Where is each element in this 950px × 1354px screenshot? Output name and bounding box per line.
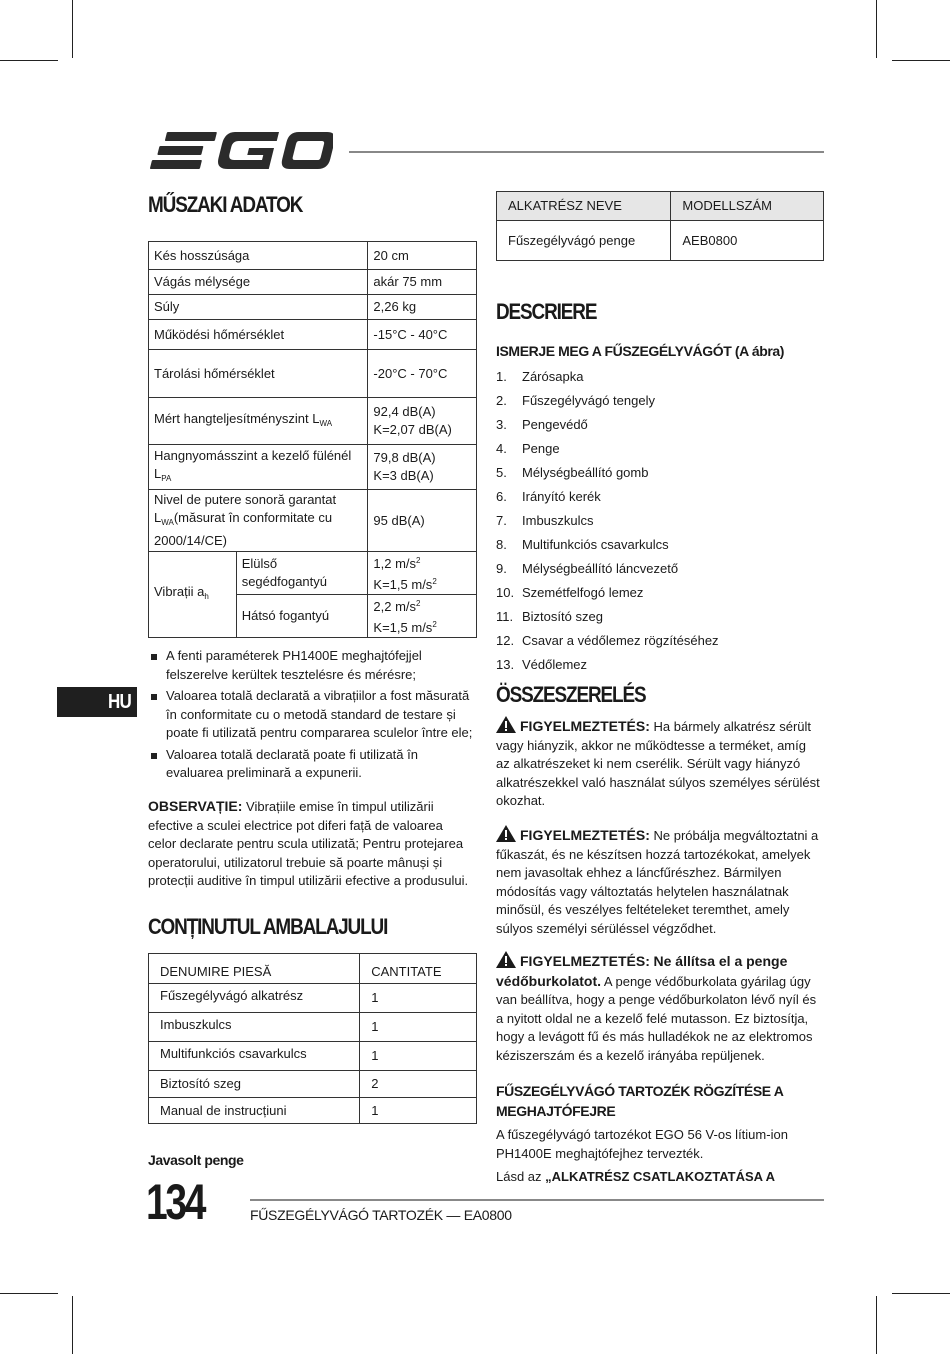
warning-label: FIGYELMEZTETÉS: (520, 953, 650, 969)
spec-value-text: 1,2 m/s (373, 556, 417, 571)
crop-mark (0, 60, 58, 61)
item-number: 6. (496, 489, 507, 504)
spec-value (368, 595, 477, 638)
spec-label-text: Hangnyomásszint a kezelő fülénél L (154, 447, 352, 481)
part-name: Manual de instrucțiuni (149, 1098, 360, 1124)
header-rule (349, 151, 824, 153)
part-name: Biztosító szeg (149, 1071, 360, 1098)
item-number: 8. (496, 537, 507, 552)
attach-text: A fűszegélyvágó tartozékot EGO 56 V-os lítium-ion PH1400E meghajtófejhez tervezték. (496, 1127, 788, 1161)
item-number: 1. (496, 369, 507, 384)
table-row (149, 1013, 477, 1042)
spec-notes (148, 647, 478, 786)
spec-value-text: K=1,5 m/s (373, 577, 433, 592)
list-item (496, 392, 826, 416)
list-item (496, 584, 826, 608)
list-item (496, 416, 826, 440)
crop-mark (892, 1293, 950, 1294)
list-item (496, 512, 826, 536)
part-name: Imbuszkulcs (149, 1013, 360, 1042)
spec-value (368, 398, 477, 445)
list-item (496, 488, 826, 512)
item-text: Imbuszkulcs (522, 513, 594, 528)
item-text: Biztosító szeg (522, 609, 603, 624)
column-header: CANTITATE (360, 954, 477, 984)
item-number: 11. (496, 609, 514, 624)
description-title: DESCRIERE (496, 299, 597, 324)
see-bold: „ALKATRÉSZ CSATLAKOZTATÁSA A (545, 1169, 776, 1184)
item-text: Szemétfelfogó lemez (522, 585, 644, 600)
column-header: DENUMIRE PIESĂ (149, 954, 360, 984)
spec-value-line (373, 552, 471, 573)
spec-value: akár 75 mm (368, 270, 477, 295)
spec-value-exp: 2 (432, 577, 437, 586)
spec-value-text: 2,2 m/s (373, 599, 417, 614)
column-header: MODELLSZÁM (671, 192, 824, 221)
spec-value-exp: 2 (432, 620, 437, 629)
item-text: Irányító kerék (522, 489, 601, 504)
spec-label: Súly (149, 295, 368, 320)
table-row (149, 1071, 477, 1098)
item-number: 4. (496, 441, 507, 456)
list-item: Valoarea totală declarată poate fi utilizată în evaluarea preliminară a expunerii. (148, 746, 478, 783)
language-tab (57, 687, 137, 717)
item-text: Penge (522, 441, 560, 456)
crop-mark (0, 1293, 58, 1294)
page-number: 134 (146, 1174, 205, 1230)
crop-mark (876, 1296, 877, 1354)
footer-rule (250, 1199, 824, 1201)
language-tab-label: HU (108, 690, 131, 713)
warning-block (496, 951, 822, 1065)
spec-label-sub: WA (161, 518, 174, 527)
part-qty: 1 (360, 984, 477, 1013)
part-model: AEB0800 (671, 221, 824, 261)
item-text: Fűszegélyvágó tengely (522, 393, 655, 408)
spec-row-sound-power (149, 398, 477, 445)
part-qty: 1 (360, 1098, 477, 1124)
item-text: Védőlemez (522, 657, 588, 672)
spec-label-line: 2000/14/CE) (154, 533, 227, 548)
spec-sublabel: Hátsó fogantyú (236, 595, 368, 638)
table-header (497, 192, 824, 221)
spec-label (149, 445, 368, 490)
crop-mark (892, 60, 950, 61)
warning-text: Ha bármely alkatrész sérült vagy hiányzik, akkor ne működtesse a terméket, amíg az alkatrészeket ki nem cserélik. Sérült vagy hiányzó alkatrészekkel való használat súlyos személyes sérülést okozhat. (496, 719, 820, 808)
table-row (497, 221, 824, 261)
spec-value-text: K=1,5 m/s (373, 620, 433, 635)
part-qty: 1 (360, 1042, 477, 1071)
table-header (149, 954, 477, 984)
spec-value (368, 445, 477, 490)
package-title: CONȚINUTUL AMBALAJULUI (148, 914, 388, 939)
item-number: 9. (496, 561, 507, 576)
spec-label-sub: h (204, 592, 209, 601)
spec-value-line: 79,8 dB(A) (373, 450, 436, 465)
ego-logo-graphic (148, 128, 333, 174)
spec-value-line (373, 595, 471, 616)
item-text: Csavar a védőlemez rögzítéséhez (522, 633, 719, 648)
crop-mark (876, 0, 877, 58)
spec-value-line: 92,4 dB(A) (373, 404, 436, 419)
item-number: 5. (496, 465, 507, 480)
item-text: Pengevédő (522, 417, 588, 432)
attach-title-line: MEGHAJTÓFEJRE (496, 1103, 616, 1119)
list-item (496, 536, 826, 560)
spec-label: Tárolási hőmérséklet (149, 350, 368, 398)
spec-row (149, 270, 477, 295)
package-table (148, 953, 477, 1124)
spec-label-vibration (149, 552, 237, 638)
spec-value: 20 cm (368, 242, 477, 270)
part-name: Multifunkciós csavarkulcs (149, 1042, 360, 1071)
spec-label-text: L (154, 510, 162, 525)
warning-bold-text: Ne állítsa el a penge védőburkolatot. (496, 953, 788, 989)
spec-value-k: K=3 dB(A) (373, 468, 434, 483)
spec-row-vibration-front (149, 552, 477, 595)
warning-label: FIGYELMEZTETÉS: (520, 718, 650, 734)
spec-label-sub: PA (161, 473, 172, 483)
table-row (149, 1098, 477, 1124)
item-number: 10. (496, 585, 515, 600)
warning-label: FIGYELMEZTETÉS: (520, 827, 650, 843)
warning-icon (496, 825, 516, 842)
observation-paragraph (148, 797, 474, 891)
warning-block (496, 825, 822, 938)
specs-title: MŰSZAKI ADATOK (148, 192, 303, 217)
spec-label-text: Vibrații a (154, 584, 205, 599)
part-name: Fűszegélyvágó alkatrész (149, 984, 360, 1013)
spec-label: Kés hosszúsága (149, 242, 368, 270)
attach-title (496, 1081, 826, 1121)
spec-label (149, 398, 368, 445)
parts-list (496, 368, 826, 680)
spec-value: 95 dB(A) (368, 490, 477, 552)
spec-value (368, 552, 477, 595)
list-item: Valoarea totală declarată a vibrațiilor a fost măsurată în conformitate cu o metodă standard de testare și poate fi utilizată pentru compararea sculelor între ele; (148, 687, 478, 743)
part-qty: 1 (360, 1013, 477, 1042)
parts-table (496, 191, 824, 261)
table-row (149, 984, 477, 1013)
list-item (496, 560, 826, 584)
spec-value-k: K=2,07 dB(A) (373, 422, 452, 437)
spec-label: Vágás mélysége (149, 270, 368, 295)
spec-row (149, 320, 477, 350)
spec-value-exp: 2 (416, 599, 421, 608)
observation-label: OBSERVAȚIE: (148, 798, 243, 814)
spec-label: Működési hőmérséklet (149, 320, 368, 350)
item-number: 13. (496, 657, 515, 672)
list-item: A fenti paraméterek PH1400E meghajtófejjel felszerelve kerültek tesztelésre és mérésre; (148, 647, 478, 684)
warning-block (496, 716, 822, 811)
item-number: 3. (496, 417, 507, 432)
spec-value-exp: 2 (416, 556, 421, 565)
item-text: Zárósapka (522, 369, 584, 384)
part-qty: 2 (360, 1071, 477, 1098)
item-text: Mélységbeállító láncvezető (522, 561, 679, 576)
list-item (496, 464, 826, 488)
table-row (149, 1042, 477, 1071)
crop-mark (72, 1296, 73, 1354)
recommended-blade-title: Javasolt penge (148, 1152, 244, 1168)
warning-icon (496, 716, 516, 733)
spec-value-k (373, 573, 471, 594)
see-reference (496, 1168, 826, 1187)
spec-row (149, 242, 477, 270)
spec-value-k (373, 616, 471, 637)
list-item (496, 368, 826, 392)
spec-value: -20°C - 70°C (368, 350, 477, 398)
assembly-title: ÖSSZESZERELÉS (496, 682, 646, 707)
spec-label-line: Nivel de putere sonoră garantat (154, 492, 337, 507)
list-item (496, 608, 826, 632)
observation-text: Vibrațiile emise în timpul utilizării efective a sculei electrice pot diferi față de valoarea celor declarate pentru scula utilizată; Pentru protejarea operatorului, utilizatorul trebuie să poarte mânuși și protecții auditive în timpul utilizării efective a produsului. (148, 799, 469, 888)
description-subtitle: ISMERJE MEG A FŰSZEGÉLYVÁGÓT (A ábra) (496, 343, 785, 359)
specs-table (148, 241, 477, 638)
part-name: Fűszegélyvágó penge (497, 221, 671, 261)
spec-row (149, 350, 477, 398)
list-item (496, 440, 826, 464)
item-number: 7. (496, 513, 507, 528)
column-header: ALKATRÉSZ NEVE (497, 192, 671, 221)
item-number: 2. (496, 393, 507, 408)
crop-mark (72, 0, 73, 58)
attach-title-line: FŰSZEGÉLYVÁGÓ TARTOZÉK RÖGZÍTÉSE A (496, 1083, 784, 1099)
spec-label-text: Mért hangteljesítményszint L (154, 410, 320, 426)
item-number: 12. (496, 633, 515, 648)
spec-label-text: (măsurat în conformitate cu (173, 510, 333, 525)
spec-label (149, 490, 368, 552)
spec-label-sub: WA (319, 418, 333, 428)
list-item (496, 632, 826, 656)
warning-text: A penge védőburkolata gyárilag úgy van beállítva, hogy a penge védőburkolaton lévő nyíl és a nyitott oldal ne a kezelő felé mutasson. Ez biztosítja, hogy a levágott fű és más hulladékok ne az elektromos kéziszerszám és a kezelő irányába repüljenek. (496, 973, 817, 1063)
warning-text: Ne próbálja megváltoztatni a fűkaszát, és ne készítsen hozzá tartozékokat, amelyek nem javasoltak ehhez a láncfűrészhez. Bármilyen módosítás vagy változtatás helytelen használatnak minősül, és veszélyes feltételeket teremthet, amely súlyos személyi sérüléssel végződhet. (496, 828, 819, 936)
item-text: Multifunkciós csavarkulcs (522, 537, 669, 552)
list-item (496, 656, 826, 680)
ego-logo (148, 128, 333, 174)
footer-product: FŰSZEGÉLYVÁGÓ TARTOZÉK — EA0800 (250, 1207, 512, 1223)
see-prefix: Lásd az (496, 1169, 542, 1184)
spec-label-line (154, 509, 362, 532)
spec-value: 2,26 kg (368, 295, 477, 320)
warning-icon (496, 951, 516, 968)
spec-row (149, 295, 477, 320)
spec-row-sound-pressure (149, 445, 477, 490)
spec-value: -15°C - 40°C (368, 320, 477, 350)
spec-row-guaranteed (149, 490, 477, 552)
item-text: Mélységbeállító gomb (522, 465, 649, 480)
spec-sublabel: Elülső segédfogantyú (236, 552, 368, 595)
